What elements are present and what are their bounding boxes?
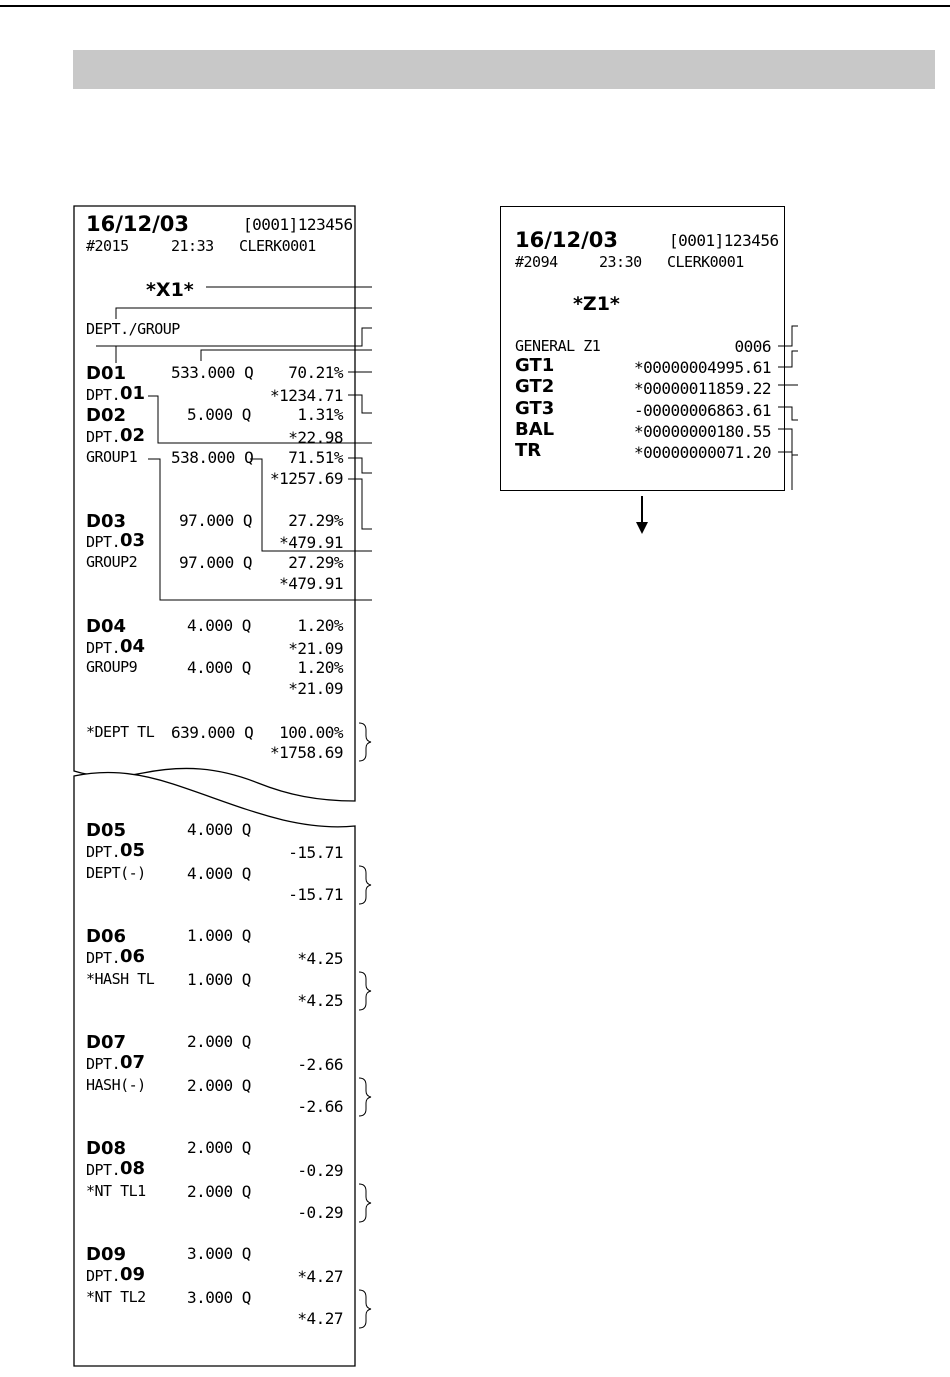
- hash-total-qty: 1.000 Q: [187, 970, 251, 989]
- dept-amount: -2.66: [297, 1055, 343, 1074]
- dept-code: D08: [86, 1138, 126, 1159]
- dept-sub-num: 06: [120, 946, 146, 967]
- dept-pct: 70.21%: [288, 363, 343, 382]
- x1-clerk: CLERK0001: [239, 237, 316, 255]
- dept-sub-num: 08: [120, 1158, 146, 1179]
- group-amount: *479.91: [279, 574, 343, 593]
- dept-total-pct: 100.00%: [279, 723, 343, 742]
- dept-code: D05: [86, 820, 126, 841]
- dept-qty: 3.000 Q: [187, 1244, 251, 1263]
- dept-amount: -15.71: [288, 843, 343, 862]
- total-label: TR: [515, 440, 542, 461]
- general-z1-value: 0006: [734, 337, 771, 356]
- dept-sub-num: 05: [120, 840, 146, 861]
- hash-minus-qty: 2.000 Q: [187, 1076, 251, 1095]
- dept-amount: *1234.71: [269, 386, 343, 405]
- group-qty: 4.000 Q: [187, 658, 251, 677]
- nontax-total2-qty: 3.000 Q: [187, 1288, 251, 1307]
- total-value: *00000004995.61: [634, 358, 771, 377]
- total-label: GT3: [515, 398, 555, 419]
- dept-total-qty: 639.000 Q: [171, 723, 254, 742]
- dept-code: D01: [86, 363, 126, 384]
- total-label: GT2: [515, 376, 555, 397]
- x1-section-title: DEPT./GROUP: [86, 320, 180, 338]
- z1-machine-no: [0001]123456: [669, 231, 779, 250]
- dept-amount: *22.98: [288, 428, 343, 447]
- group-amount: *1257.69: [269, 469, 343, 488]
- z1-receipt: [500, 206, 785, 491]
- dept-qty: 5.000 Q: [187, 405, 251, 424]
- total-label: BAL: [515, 419, 555, 440]
- dept-amount: *4.27: [297, 1267, 343, 1286]
- dept-minus-amount: -15.71: [288, 885, 343, 904]
- nontax-total1-amount: -0.29: [297, 1203, 343, 1222]
- dept-sub-num: 03: [120, 530, 146, 551]
- dept-sub-num: 02: [120, 425, 146, 446]
- group-qty: 538.000 Q: [171, 448, 254, 467]
- group-label: GROUP1: [86, 448, 138, 466]
- dept-qty: 2.000 Q: [187, 1138, 251, 1157]
- z1-mode: *Z1*: [573, 293, 620, 315]
- top-rule: [0, 5, 950, 7]
- dept-code: D02: [86, 405, 126, 426]
- dept-qty: 4.000 Q: [187, 820, 251, 839]
- dept-sub: DPT.: [86, 428, 121, 446]
- dept-amount: *479.91: [279, 533, 343, 552]
- dept-code: D04: [86, 616, 126, 637]
- x1-time: 21:33: [171, 237, 214, 255]
- down-arrow-icon: [632, 496, 652, 536]
- dept-pct: 1.20%: [297, 616, 343, 635]
- x1-receipt-paper: [73, 205, 373, 805]
- z1-time: 23:30: [599, 253, 642, 271]
- nontax-total1-qty: 2.000 Q: [187, 1182, 251, 1201]
- dept-amount: -0.29: [297, 1161, 343, 1180]
- dept-code: D03: [86, 511, 126, 532]
- group-pct: 27.29%: [288, 553, 343, 572]
- x1-machine-no: [0001]123456: [243, 215, 353, 234]
- dept-sub: DPT.: [86, 639, 121, 657]
- dept-sub: DPT.: [86, 386, 121, 404]
- x1-date: 16/12/03: [86, 212, 190, 236]
- dept-amount: *4.25: [297, 949, 343, 968]
- nontax-total1-label: *NT TL1: [86, 1182, 146, 1200]
- dept-sub: DPT.: [86, 843, 121, 861]
- group-pct: 71.51%: [288, 448, 343, 467]
- group-qty: 97.000 Q: [179, 553, 253, 572]
- dept-sub-num: 07: [120, 1052, 146, 1073]
- dept-total-label: *DEPT TL: [86, 723, 155, 741]
- total-value: *00000000071.20: [634, 443, 771, 462]
- total-value: *00000000180.55: [634, 422, 771, 441]
- z1-date: 16/12/03: [515, 228, 619, 252]
- dept-sub: DPT.: [86, 533, 121, 551]
- group-amount: *21.09: [288, 679, 343, 698]
- hash-total-amount: *4.25: [297, 991, 343, 1010]
- z1-consec-no: #2094: [515, 253, 558, 271]
- general-z1-label: GENERAL Z1: [515, 337, 601, 355]
- dept-sub: DPT.: [86, 1161, 121, 1179]
- dept-sub-num: 04: [120, 636, 146, 657]
- dept-qty: 4.000 Q: [187, 616, 251, 635]
- dept-code: D09: [86, 1244, 126, 1265]
- dept-sub-num: 09: [120, 1264, 146, 1285]
- hash-minus-label: HASH(-): [86, 1076, 146, 1094]
- group-label: GROUP9: [86, 658, 138, 676]
- dept-sub-num: 01: [120, 383, 146, 404]
- dept-amount: *21.09: [288, 639, 343, 658]
- hash-minus-amount: -2.66: [297, 1097, 343, 1116]
- total-value: -00000006863.61: [634, 401, 771, 420]
- x1-receipt-continued: [73, 770, 373, 1370]
- section-banner: [73, 50, 935, 89]
- dept-sub: DPT.: [86, 1055, 121, 1073]
- dept-qty: 2.000 Q: [187, 1032, 251, 1051]
- dept-code: D07: [86, 1032, 126, 1053]
- dept-pct: 1.31%: [297, 405, 343, 424]
- nontax-total2-amount: *4.27: [297, 1309, 343, 1328]
- dept-minus-qty: 4.000 Q: [187, 864, 251, 883]
- total-label: GT1: [515, 355, 555, 376]
- nontax-total2-label: *NT TL2: [86, 1288, 146, 1306]
- dept-qty: 533.000 Q: [171, 363, 254, 382]
- x1-consec-no: #2015: [86, 237, 129, 255]
- dept-pct: 27.29%: [288, 511, 343, 530]
- z1-clerk: CLERK0001: [667, 253, 744, 271]
- dept-qty: 1.000 Q: [187, 926, 251, 945]
- dept-sub: DPT.: [86, 949, 121, 967]
- dept-code: D06: [86, 926, 126, 947]
- total-value: *00000011859.22: [634, 379, 771, 398]
- dept-sub: DPT.: [86, 1267, 121, 1285]
- group-pct: 1.20%: [297, 658, 343, 677]
- x1-receipt: [73, 205, 373, 805]
- dept-total-amount: *1758.69: [269, 743, 343, 762]
- dept-qty: 97.000 Q: [179, 511, 253, 530]
- hash-total-label: *HASH TL: [86, 970, 155, 988]
- dept-minus-label: DEPT(-): [86, 864, 146, 882]
- group-label: GROUP2: [86, 553, 138, 571]
- x1-mode: *X1*: [146, 279, 194, 301]
